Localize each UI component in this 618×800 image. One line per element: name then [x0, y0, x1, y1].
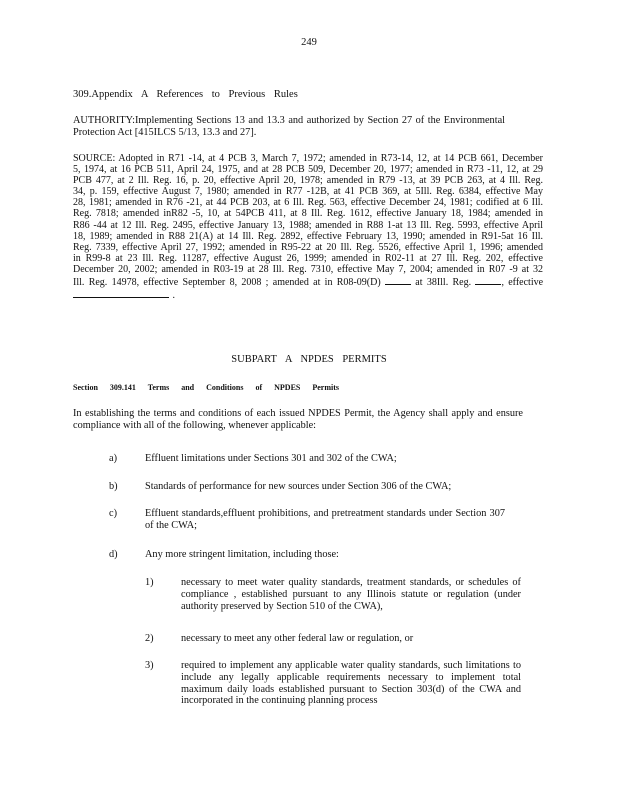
blank-line: [73, 288, 169, 298]
item-label: a): [109, 453, 117, 464]
subitem-label: 1): [145, 577, 154, 588]
blank-line: [385, 275, 411, 285]
item-label: d): [109, 549, 118, 560]
authority-note: AUTHORITY:Implementing Sections 13 and 13.3 and authorized by Section 27 of the Environmental Protection Act [415ILCS 5/13, 13.3 and 27].: [73, 115, 505, 138]
source-note: [73, 153, 543, 301]
subitem-label: 2): [145, 633, 154, 644]
section-heading: Section 309.141 Terms and Conditions of NPDES Permits: [73, 383, 340, 392]
source-tail-reg: 38Ill. Reg.: [426, 277, 472, 289]
sub-list-item: necessary to meet water quality standards, treatment standards, or schedules of compliance , established pursuant to any Illinois statute or regulation (under authority preserved by Section 510 of the CWA),: [181, 577, 521, 612]
sub-list-item: required to implement any applicable water quality standards, such limitations to include any legally applicable requirements necessary to implement total maximum daily loads established pursuant to Section 303(d) of the CWA and incorporated in the continuing planning process: [181, 660, 521, 707]
blank-line: [475, 275, 501, 285]
list-item: Any more stringent limitation, including those:: [145, 549, 339, 560]
source-tail-effective: , effective: [501, 277, 544, 289]
item-label: c): [109, 508, 117, 519]
page-number: 249: [301, 37, 317, 48]
list-item: Standards of performance for new sources under Section 306 of the CWA;: [145, 481, 452, 492]
intro-paragraph: In establishing the terms and conditions of each issued NPDES Permit, the Agency shall apply and ensure compliance with all of the following, whenever applicable:: [73, 408, 523, 431]
item-label: b): [109, 481, 118, 492]
source-text: SOURCE: Adopted in R71 -14, at 4 PCB 3, March 7, 1972; amended in R73-14, 12, at 14 PCB 661, December 5, 1974, at 16 PCB 511, April 24, 1975, and at 28 PCB 509, December 20, 1977; amended in R73 -11, 12, at 29 PCB 477, at 2 Ill. Reg. 16, p. 20, effective April 20, 1978; amended in R79 -13, at 39 PCB 263, at 4 Ill. Reg. 34, p. 159, effective August 7, 1980; amended in R77 -12B, at 41 PCB 369, at 5Ill. Reg. 6384, effective May 28, 1981; amended in R76 -21, at 44 PCB 203, at 6 Ill. Reg. 563, effective December 24, 1981; codified at 6 Ill. Reg. 7818; amended inR82 -5, 10, at 54PCB 411, at 8 Ill. Reg. 1612, effective January 18, 1984; amended in R86 -44 at 12 Ill. Reg. 2495, effective January 13, 1988; amended in R88 1-at 13 Ill. Reg. 5993, effective April 18, 1989; amended in R88 21(A) at 14 Ill. Reg. 2892, effective February 13, 1990; amended in R91-5at 16 Ill. Reg. 7339, effective April 27, 1992; amended in R95-22 at 20 Ill. Reg. 5526, effective April 1, 1996; amended in R99-8 at 23 Ill. Reg. 11287, effective August 26, 1999; amended in R02-11 at 27 Ill. Reg. 202, effective December 20, 2002; amended in R03-19 at 28 Ill. Reg. 7310, effective May 7, 2004; amended in R07 -9 at 32 Ill. Reg. 14978, effective September 8, 2008 ; amended at in R08-09(D): [73, 153, 543, 289]
sub-list-item: necessary to meet any other federal law or regulation, or: [181, 633, 414, 644]
source-tail-at: at: [415, 277, 423, 289]
subitem-label: 3): [145, 660, 154, 671]
list-item: Effluent standards,effluent prohibitions, and pretreatment standards under Section 307 of the CWA;: [145, 508, 505, 531]
subpart-title: SUBPART A NPDES PERMITS: [231, 354, 387, 365]
source-tail-period: .: [172, 290, 175, 302]
list-item: Effluent limitations under Sections 301 and 302 of the CWA;: [145, 453, 397, 464]
appendix-heading: 309.Appendix A References to Previous Rules: [73, 89, 298, 100]
